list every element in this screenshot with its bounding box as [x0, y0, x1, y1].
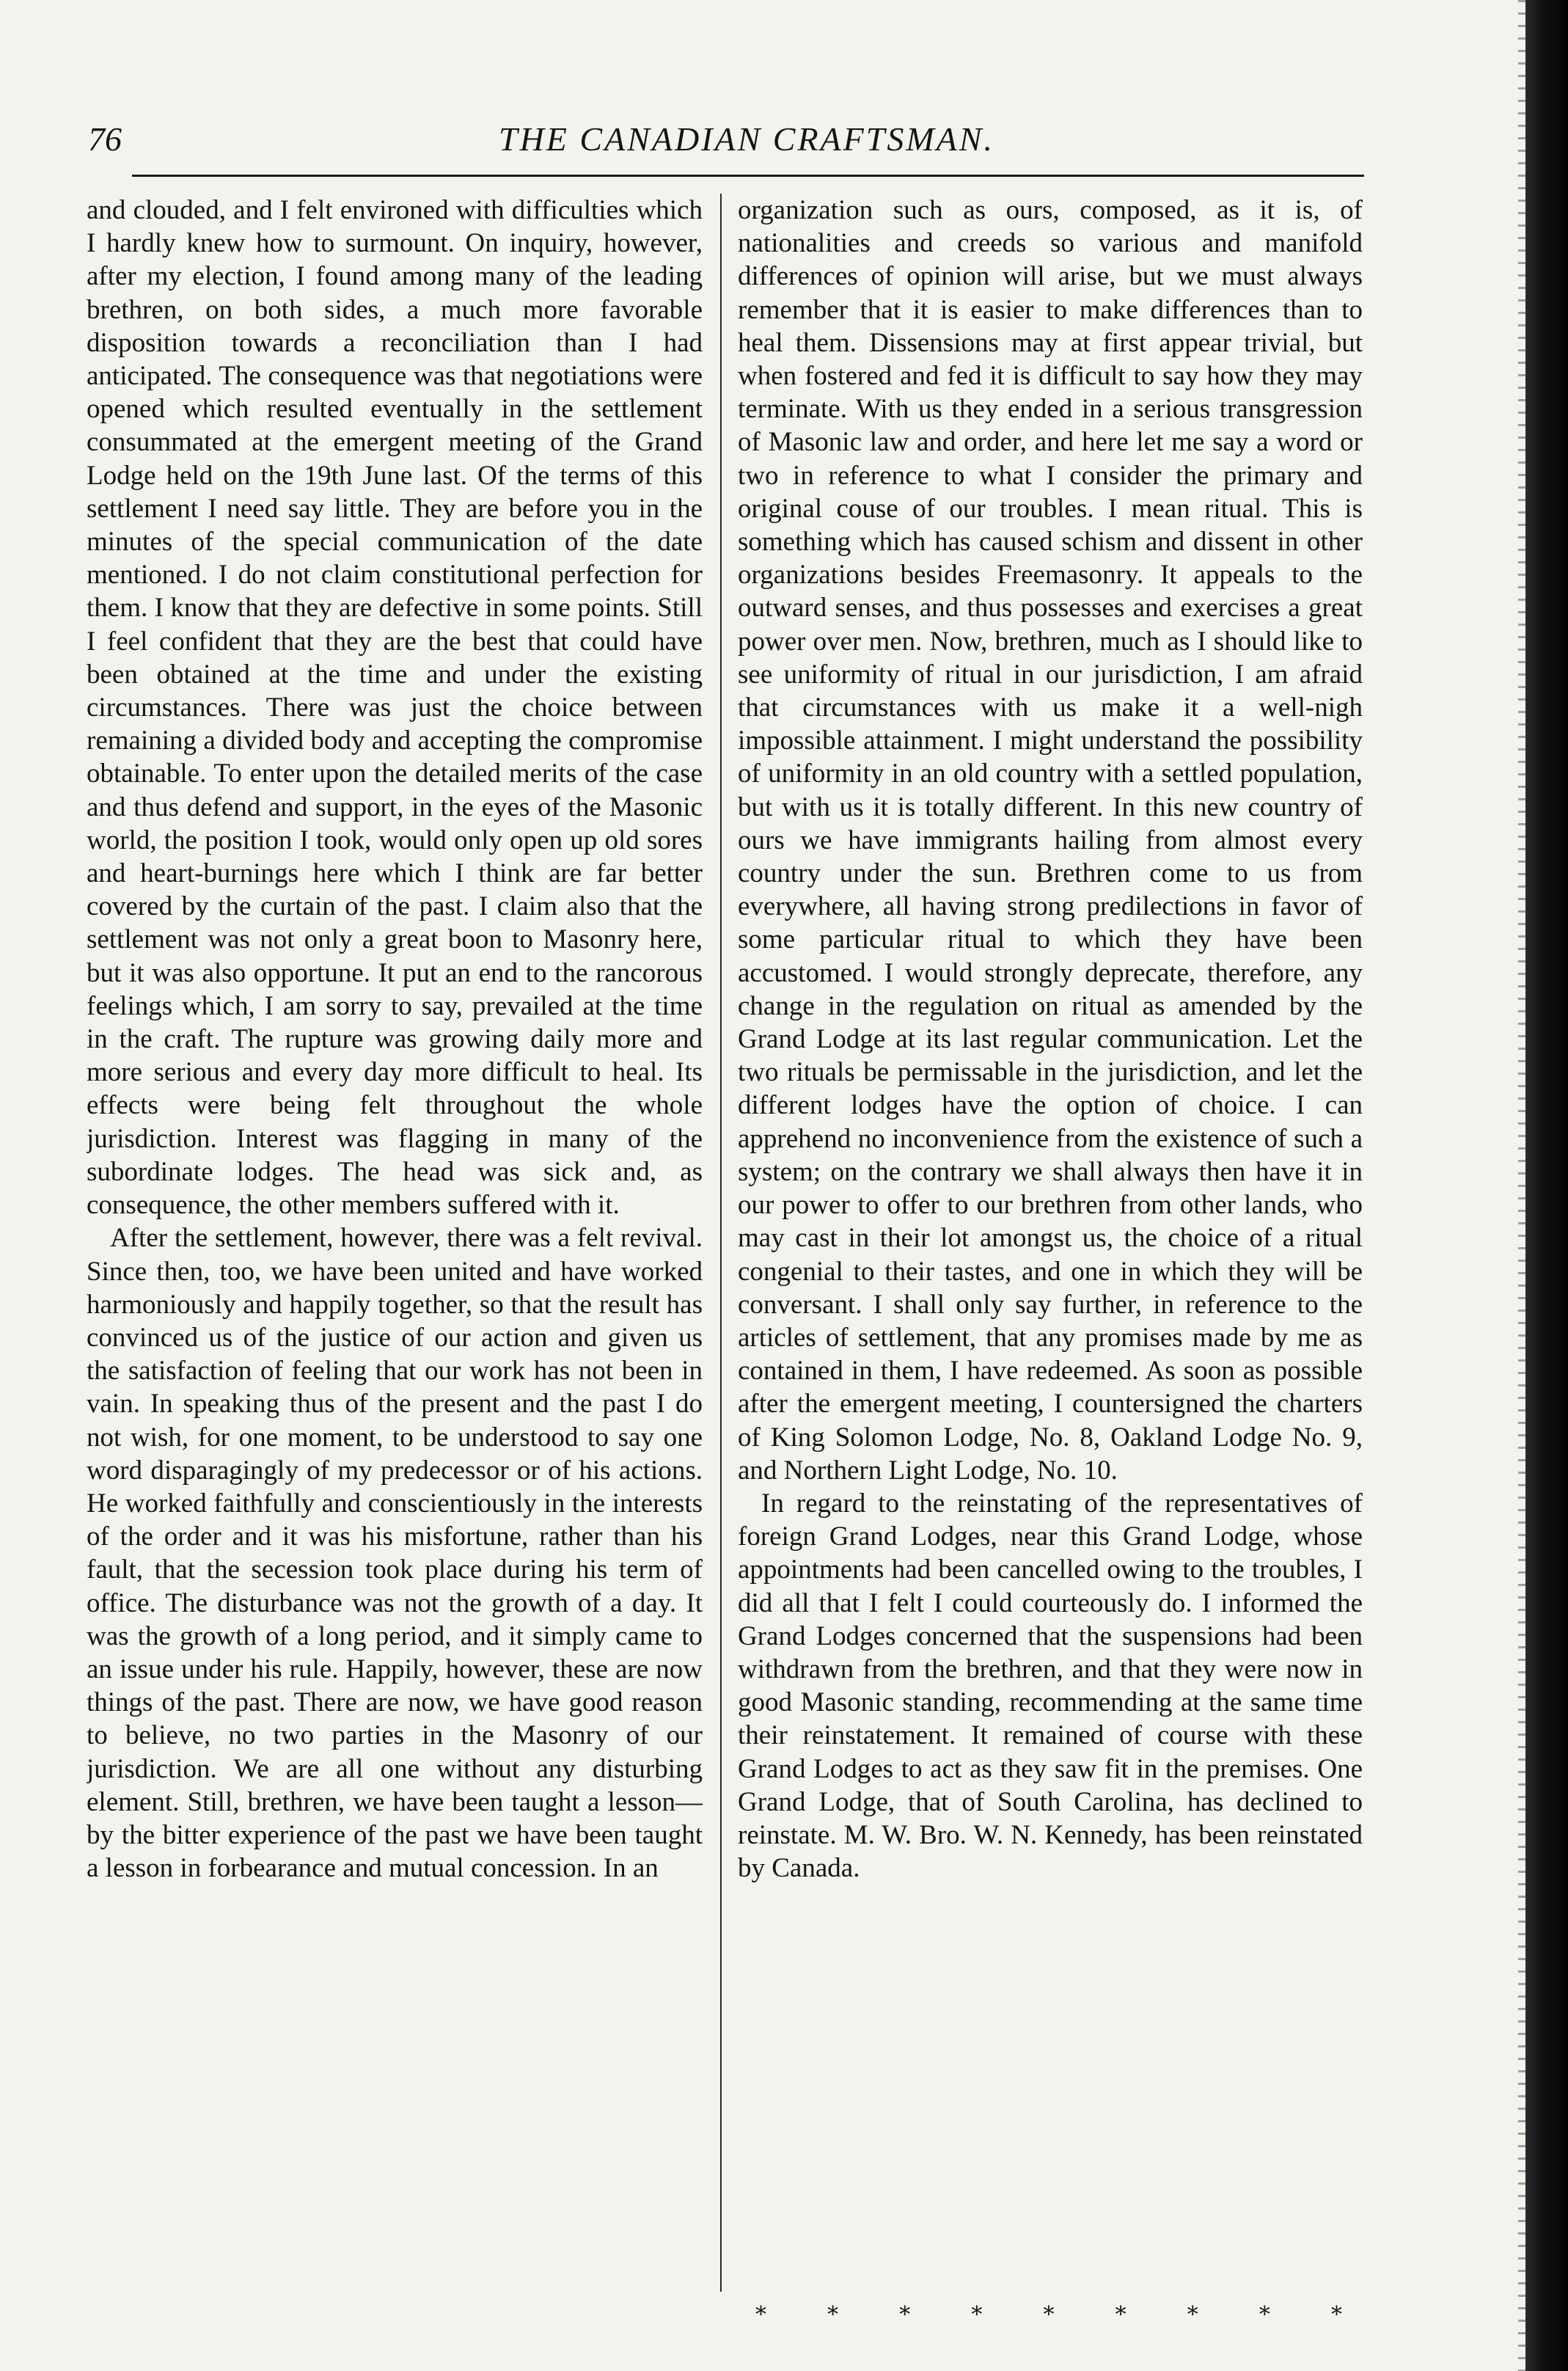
- star-ornament: *: [827, 2302, 839, 2328]
- star-ornament: *: [899, 2302, 911, 2328]
- star-ornament: *: [1259, 2302, 1270, 2328]
- star-ornament: *: [1115, 2302, 1126, 2328]
- page-number: 76: [88, 120, 122, 158]
- left-paragraph-1: and clouded, and I felt environed with difficulties which I hardly knew how to surmount. On inquiry, however, after my election, I found among many of the leading brethren, on both sides, a much more favorable disposition towards a reconciliation than I had anticipated. The consequence was that negotiations were opened which resulted eventually in the settlement consummated at the emergent meeting of the Grand Lodge held on the 19th June last. Of the terms of this settlement I need say little. They are before you in the minutes of the special communication of the date mentioned. I do not claim constitutional perfection for them. I know that they are defective in some points. Still I feel confident that they are the best that could have been obtained at the time and under the existing circumstances. There was just the choice between remaining a divided body and accepting the compromise obtainable. To enter upon the detailed merits of the case and thus defend and support, in the eyes of the Masonic world, the position I took, would only open up old sores and heart-burnings here which I think are far better covered by the curtain of the past. I claim also that the settlement was not only a great boon to Masonry here, but it was also opportune. It put an end to the rancorous feelings which, I am sorry to say, prevailed at the time in the craft. The rupture was growing daily more and more serious and every day more difficult to heal. Its effects were being felt throughout the whole jurisdiction. Interest was flagging in many of the subordinate lodges. The head was sick and, as consequence, the other members suffered with it.: [87, 195, 703, 1221]
- right-paragraph-2: In regard to the reinstating of the representatives of foreign Grand Lodges, near this Grand Lodge, whose appointments had been cancelled owing to the troubles, I did all that I felt I could courteously do. I informed the Grand Lodges concerned that the suspensions had been withdrawn from the brethren, and that they were now in good Masonic standing, recommending at the same time their reinstatement. It remained of course with these Grand Lodges to act as they saw fit in the premises. One Grand Lodge, that of South Carolina, has declined to reinstate. M. W. Bro. W. N. Kennedy, has been reinstated by Canada.: [738, 1488, 1363, 1884]
- star-ornament: *: [1187, 2302, 1198, 2328]
- column-divider: [720, 194, 722, 2292]
- page-header: [88, 117, 1335, 169]
- left-paragraph-2: After the settlement, however, there was a felt revival. Since then, too, we have been united and have worked harmoniously and happily together, so that the result has convinced us of the justice of our action and given us the satisfaction of feeling that our work has not been in vain. In speaking thus of the present and the past I do not wish, for one moment, to be understood to say one word disparagingly of my predecessor or of his actions. He worked faithfully and conscientiously in the interests of the order and it was his misfortune, rather than his fault, that the secession took place during his term of office. The disturbance was not the growth of a day. It was the growth of a long period, and it simply came to an issue under his rule. Happily, however, these are now things of the past. There are now, we have good reason to believe, no two parties in the Masonry of our jurisdiction. We are all one without any disturbing element. Still, brethren, we have been taught a lesson—by the bitter experience of the past we have been taught a lesson in forbearance and mutual concession. In an: [87, 1223, 703, 1884]
- scan-binding-edge: [1525, 0, 1568, 2371]
- star-ornament: *: [1043, 2302, 1055, 2328]
- left-column: [87, 194, 703, 2321]
- star-ornament: *: [755, 2302, 766, 2328]
- header-rule: [132, 175, 1364, 177]
- right-column: [738, 194, 1363, 2321]
- star-ornament: *: [971, 2302, 983, 2328]
- right-paragraph-1: organization such as ours, composed, as it is, of nationalities and creeds so various and manifold differences of opinion will arise, but we must always remember that it is easier to make differences than to heal them. Dissensions may at first appear trivial, but when fostered and fed it is difficult to say how they may terminate. With us they ended in a serious transgression of Masonic law and order, and here let me say a word or two in reference to what I consider the primary and original couse of our troubles. I mean ritual. This is something which has caused schism and dissent in other organizations besides Freemasonry. It appeals to the outward senses, and thus possesses and exercises a great power over men. Now, brethren, much as I should like to see uniformity of ritual in our jurisdiction, I am afraid that circumstances with us make it a well-nigh impossible attainment. I might understand the possibility of uniformity in an old country with a settled population, but with us it is totally different. In this new country of ours we have immigrants hailing from almost every country under the sun. Brethren come to us from everywhere, all having strong predilections in favor of some particular ritual to which they have been accustomed. I would strongly deprecate, therefore, any change in the regulation on ritual as amended by the Grand Lodge at its last regular communication. Let the two rituals be permissable in the jurisdiction, and let the different lodges have the option of choice. I can apprehend no inconvenience from the existence of such a system; on the contrary we shall always then have it in our power to offer to our brethren from other lands, who may cast in their lot amongst us, the choice of a ritual congenial to their tastes, and one in which they will be conversant. I shall only say further, in reference to the articles of settlement, that any promises made by me as contained in them, I have redeemed. As soon as possible after the emergent meeting, I countersigned the charters of King Solomon Lodge, No. 8, Oakland Lodge No. 9, and Northern Light Lodge, No. 10.: [738, 195, 1363, 1486]
- running-title: THE CANADIAN CRAFTSMAN.: [499, 120, 994, 158]
- star-ornament: *: [1331, 2302, 1342, 2328]
- section-break-stars: [755, 2301, 1342, 2330]
